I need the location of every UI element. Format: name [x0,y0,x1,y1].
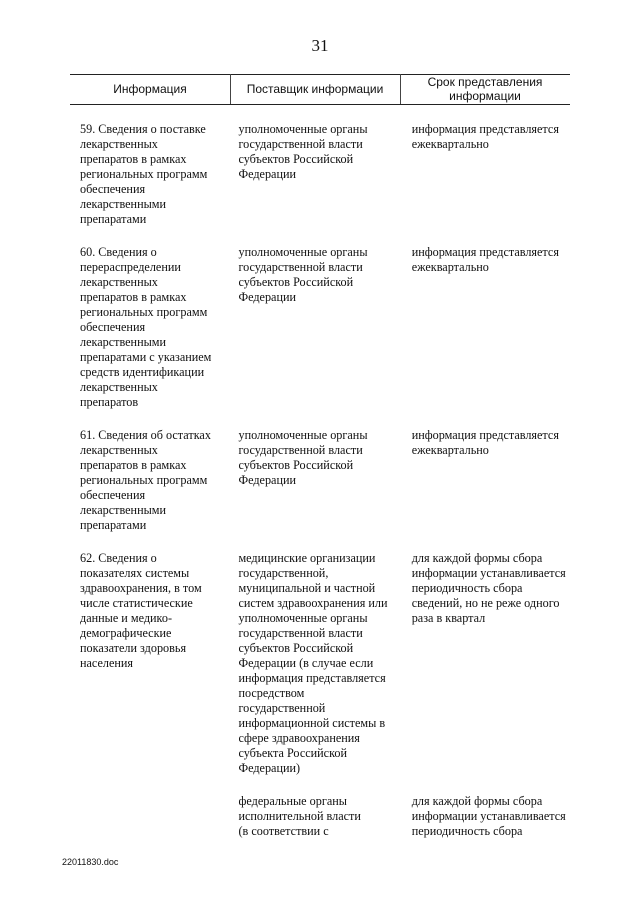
supplier-cell: уполномоченные органы государственной власти субъектов Российской Федерации [238,245,368,304]
term-cell: информация представляется ежеквартально [411,428,559,457]
table-row [80,122,580,227]
supplier-cell: уполномоченные органы государственной власти субъектов Российской Федерации [238,428,368,487]
table-row [80,245,580,410]
info-cell: 62. Сведения о показателях системы здравоохранения, в том числе статистические данные и медико- демографические показатели здоровья населения [80,551,202,670]
table-row [80,551,580,776]
supplier-cell: уполномоченные органы государственной власти субъектов Российской Федерации [238,122,368,181]
table-body [80,122,580,857]
info-cell: 60. Сведения о перераспределении лекарственных препаратов в рамках региональных программ обеспечения лекарственными препаратами с указанием средств идентификации лекарственных препаратов [80,245,212,409]
table-header-bottom-rule [70,104,570,105]
info-cell [80,794,238,839]
supplier-cell: федеральные органы исполнительной власти (в соответствии с [238,794,361,838]
info-cell: 59. Сведения о поставке лекарственных препаратов в рамках региональных программ обеспечения лекарственными препаратами [80,122,208,226]
term-cell: информация представляется ежеквартально [411,245,559,274]
document-filename: 22011830.doc [62,857,119,867]
term-cell: для каждой формы сбора информации устанавливается периодичность сбора сведений, но не реже одного раза в квартал [411,551,566,625]
info-cell: 61. Сведения об остатках лекарственных препаратов в рамках региональных программ обеспечения лекарственными препаратами [80,428,211,532]
supplier-cell: медицинские организации государственной, муниципальной и частной систем здравоохранения или уполномоченные органы государственной власти субъектов Российской Федерации (в случае если информация представляется посредством государственной информационной системы в сфере здравоохранения субъекта Российской Федерации) [238,551,388,775]
column-header-information: Информация [113,82,187,96]
page-number: 31 [311,36,329,55]
table-row [80,428,580,533]
column-header-supplier: Поставщик информации [246,82,384,96]
table-row [80,794,580,839]
term-cell: информация представляется ежеквартально [411,122,559,151]
term-cell: для каждой формы сбора информации устанавливается периодичность сбора [411,794,566,838]
column-header-deadline: Срок представления информации [427,75,543,103]
